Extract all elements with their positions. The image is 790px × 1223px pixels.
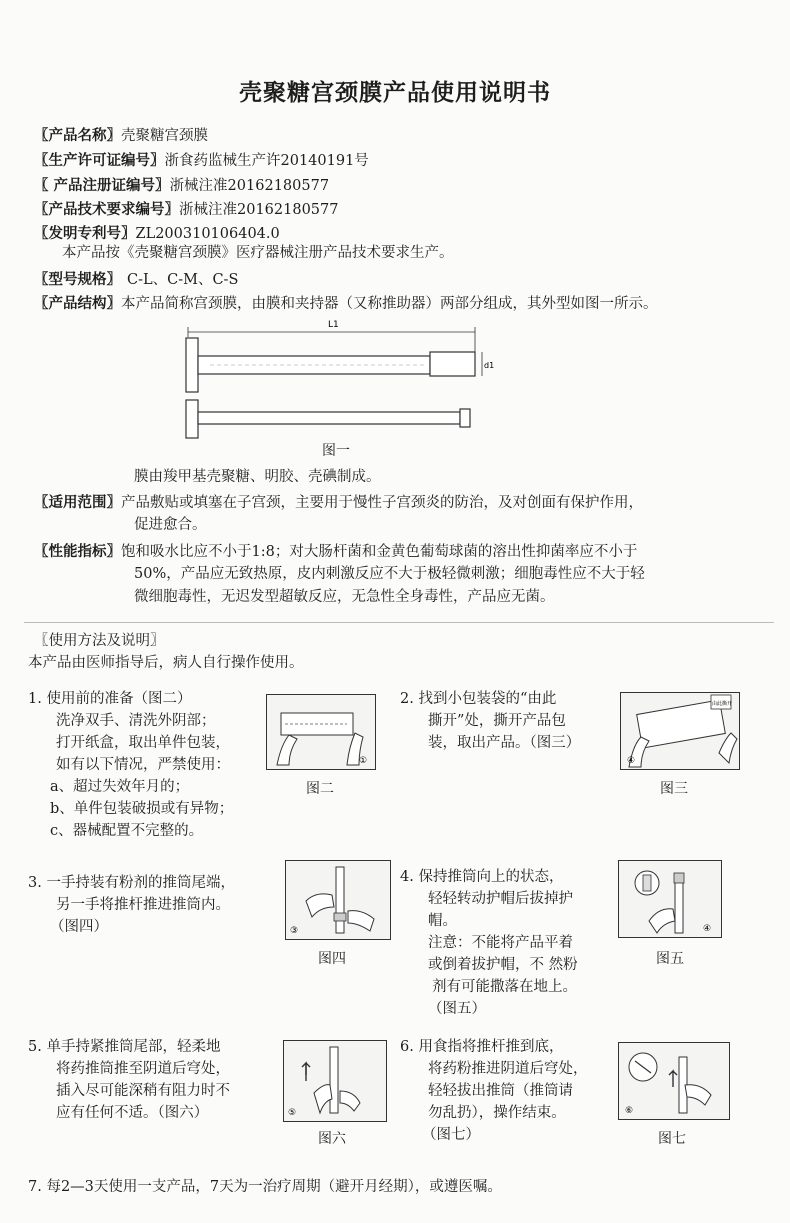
step-6 [400,1036,588,1146]
field-value: 浙械注准20162180577 [179,202,339,218]
step-note: 剂有可能撒落在地上。 [432,979,577,995]
figure-4-frame [285,860,391,940]
step-line: 1. 使用前的准备（图二） [28,691,192,707]
step-line: （图七） [422,1127,480,1143]
step-line: b、单件包装破损或有异物； [50,801,234,817]
step-line: 4. 保持推筒向上的状态， [400,869,564,885]
removing-cap-illustration [619,861,721,937]
step-line: 另一手将推杆推进推筒内。 [56,897,230,913]
field-label: 〖适用范围〗 [34,494,121,511]
field-label: 〖发明专利号〗 [34,225,136,242]
field-value: C-L、C-M、C-S [127,272,239,288]
field-label: 〖产品技术要求编号〗 [34,201,179,218]
step-3 [28,872,235,938]
tearing-package-illustration [621,693,739,769]
field-value: 本产品简称宫颈膜，由膜和夹持器（又称推助器）两部分组成，其外型如图一所示。 [121,296,658,312]
membrane-line: 膜由羧甲基壳聚糖、明胶、壳碘制成。 [134,469,381,485]
field-license [34,149,369,170]
figure-4-caption: 图四 [318,951,346,967]
inserting-applicator-illustration [284,1041,386,1121]
field-patent [34,222,280,243]
performance-line-2: 50%，产品应无致热原，皮内刺激反应不大于极轻微刺激；细胞毒性应不大于轻 [134,566,645,582]
step-line: 6. 用食指将推杆推到底， [400,1039,564,1055]
field-label: 〖型号规格〗 [34,271,121,288]
step-line: 将药推筒推至阴道后穹处， [56,1061,230,1077]
usage-intro: 本产品由医师指导后，病人自行操作使用。 [28,655,304,671]
pushing-plunger-illustration [286,861,390,939]
step-line: 帽。 [428,913,457,929]
step-line: 2. 找到小包装袋的“由此 [400,691,557,707]
field-value: 浙械注准20162180577 [169,178,330,194]
dim-l1-label: L1 [328,320,339,330]
figure-1-caption: 图一 [322,443,350,459]
figure-1 [180,318,500,447]
figure-6-number: ⑤ [288,1108,297,1118]
field-scope [34,491,643,512]
step-line: 勿乱扔），操作结束。 [428,1105,566,1121]
dim-d1-label: d1 [484,361,495,370]
performance-line-3: 微细胞毒性，无迟发型超敏反应，无急性全身毒性，产品应无菌。 [134,589,555,605]
step-1 [28,688,233,842]
step-line: 洗净双手、清洗外阴部； [56,713,216,729]
step-7: 7. 每2—3天使用一支产品，7天为一治疗周期（避开月经期），或遵医嘱。 [28,1179,502,1195]
tear-here-tag: 由此撕开 [712,701,733,707]
figure-5-number: ④ [703,924,712,934]
field-product-name [34,124,208,145]
figure-7-frame [618,1042,730,1120]
field-label: 〖生产许可证编号〗 [34,152,165,169]
figure-6-frame [283,1040,387,1122]
hands-opening-box-illustration [267,695,375,769]
figure-2-number: ① [359,756,368,766]
figure-3-frame [620,692,740,770]
step-5 [28,1036,230,1124]
figure-2-frame [266,694,376,770]
field-label: 〖产品名称〗 [34,127,121,144]
step-line: 5. 单手持紧推筒尾部，轻柔地 [28,1039,221,1055]
step-line: （图五） [428,1001,486,1017]
field-value: 浙食药监械生产许20140191号 [164,153,369,169]
step-note: 或倒着拔护帽，不 然粉 [428,957,578,973]
step-line: c、器械配置不完整的。 [50,823,204,839]
field-performance [34,540,637,561]
step-line: 轻轻转动护帽后拔掉护 [428,891,573,907]
step-2 [400,688,580,754]
field-value: ZL200310106404.0 [135,226,280,242]
figure-6-caption: 图六 [318,1131,346,1147]
step-line: 如有以下情况，严禁使用： [56,757,230,773]
figure-7-number: ⑥ [625,1106,634,1116]
page-title: 壳聚糖宫颈膜产品使用说明书 [239,79,551,106]
step-line: 打开纸盒，取出单件包装， [56,735,230,751]
step-4 [400,866,578,1020]
figure-5-caption: 图五 [656,951,684,967]
figure-2-caption: 图二 [306,781,334,797]
field-registration [34,174,329,195]
step-line: 插入尽可能深稍有阻力时不 [56,1083,230,1099]
step-line: 3. 一手持装有粉剂的推筒尾端， [28,875,235,891]
field-value: 饱和吸水比应不小于1:8；对大肠杆菌和金黄色葡萄球菌的溶出性抑菌率应不小于 [121,544,638,560]
step-note: 注意：不能将产品平着 [428,935,573,951]
step-line: a、超过失效年月的； [50,779,190,795]
usage-heading: 〖使用方法及说明〗 [34,633,165,649]
step-line: 应有任何不适。（图六） [56,1105,209,1121]
field-label: 〖性能指标〗 [34,543,121,560]
figure-3-caption: 图三 [660,781,688,797]
step-line: 撕开”处，撕开产品包 [428,713,566,729]
figure-4-number: ③ [290,926,299,936]
scope-line-2: 促进愈合。 [134,517,207,533]
field-structure [34,292,658,313]
field-value: 产品敷贴或填塞在子宫颈，主要用于慢性子宫颈炎的防治，及对创面有保护作用， [121,495,643,511]
step-line: 将药粉推进阴道后穹处， [428,1061,588,1077]
field-label: 〖 产品注册证编号〗 [34,177,170,194]
step-line: （图四） [50,919,108,935]
applicator-drawing [180,318,500,443]
figure-7-caption: 图七 [658,1131,686,1147]
figure-3-number: ④ [627,756,636,766]
field-value: 壳聚糖宫颈膜 [121,128,208,144]
figure-5-frame [618,860,722,938]
step-line: 装，取出产品。（图三） [428,735,581,751]
field-tech-req [34,198,338,219]
section-divider [24,622,774,623]
field-label: 〖产品结构〗 [34,295,121,312]
pushing-to-end-illustration [619,1043,729,1119]
field-model [34,268,238,289]
step-line: 轻轻拔出推筒（推筒请 [428,1083,573,1099]
intro-line: 本产品按《壳聚糖宫颈膜》医疗器械注册产品技术要求生产。 [62,245,454,261]
